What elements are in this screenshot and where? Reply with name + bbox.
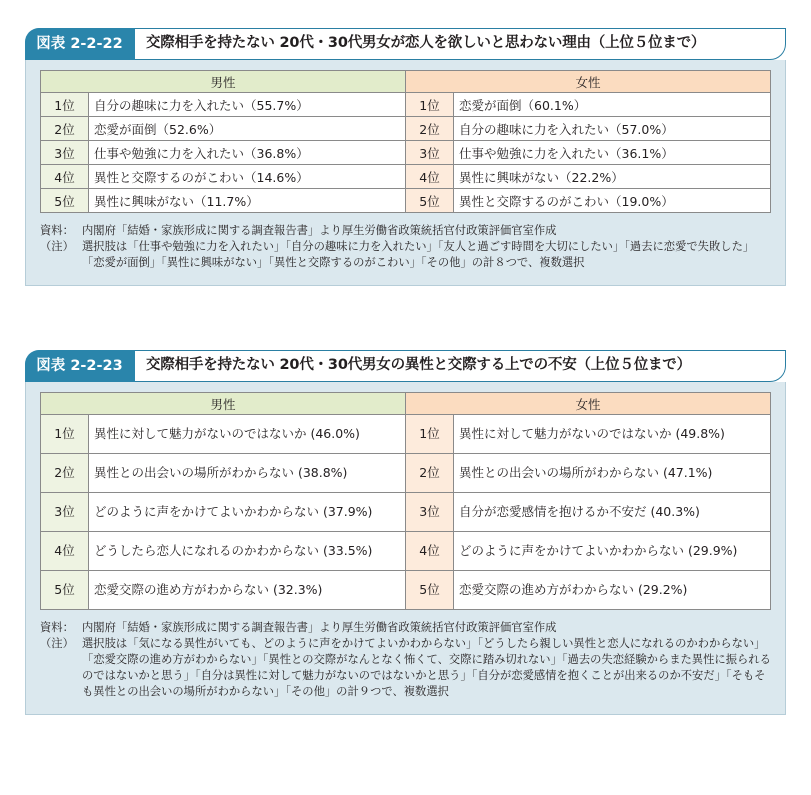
female-rank: 4位 xyxy=(406,165,454,189)
female-reason: 仕事や勉強に力を入れたい（36.1%） xyxy=(454,141,771,165)
figure-title-bar xyxy=(25,28,786,60)
table-row xyxy=(41,532,771,571)
male-concern: 異性との出会いの場所がわからない (38.8%) xyxy=(89,454,406,493)
female-rank: 5位 xyxy=(406,571,454,610)
female-rank: 5位 xyxy=(406,189,454,213)
note-text: 選択肢は「仕事や勉強に力を入れたい」「自分の趣味に力を入れたい」「友人と過ごす時間を大切にしたい」「過去に恋愛で失敗した」「恋愛が面倒」「異性に興味がない」「異性と交際するのがこわい」「その他」の計８つで、複数選択 xyxy=(82,240,755,269)
female-rank: 1位 xyxy=(406,93,454,117)
figure-title-bar xyxy=(25,350,786,382)
figure-label: 図表 2-2-22 xyxy=(25,28,135,60)
table-row xyxy=(41,165,771,189)
male-rank: 5位 xyxy=(41,189,89,213)
figure-2-2-22 xyxy=(25,28,786,286)
table-row xyxy=(41,117,771,141)
figure-panel xyxy=(25,60,786,286)
source-label: 資料： xyxy=(40,224,74,237)
female-reason: 異性に興味がない（22.2%） xyxy=(454,165,771,189)
male-reason: 仕事や勉強に力を入れたい（36.8%） xyxy=(89,141,406,165)
male-rank: 3位 xyxy=(41,493,89,532)
male-reason: 自分の趣味に力を入れたい（55.7%） xyxy=(89,93,406,117)
ranking-table xyxy=(40,70,771,213)
male-reason: 異性に興味がない（11.7%） xyxy=(89,189,406,213)
female-rank: 2位 xyxy=(406,454,454,493)
ranking-table xyxy=(40,392,771,610)
figure-2-2-23 xyxy=(25,350,786,715)
table-row xyxy=(41,493,771,532)
female-concern: 異性に対して魅力がないのではないか (49.8%) xyxy=(454,415,771,454)
male-header: 男性 xyxy=(41,393,406,415)
figure-title: 交際相手を持たない 20代・30代男女が恋人を欲しいと思わない理由（上位５位まで） xyxy=(146,35,706,51)
male-concern: どうしたら恋人になれるのかわからない (33.5%) xyxy=(89,532,406,571)
male-rank: 3位 xyxy=(41,141,89,165)
figure-title: 交際相手を持たない 20代・30代男女の異性と交際する上での不安（上位５位まで） xyxy=(146,357,691,373)
female-concern: どのように声をかけてよいかわからない (29.9%) xyxy=(454,532,771,571)
female-rank: 3位 xyxy=(406,493,454,532)
source-label: 資料： xyxy=(40,621,74,634)
female-header: 女性 xyxy=(406,71,771,93)
male-rank: 1位 xyxy=(41,415,89,454)
female-rank: 4位 xyxy=(406,532,454,571)
table-row xyxy=(41,93,771,117)
female-rank: 2位 xyxy=(406,117,454,141)
male-reason: 恋愛が面倒（52.6%） xyxy=(89,117,406,141)
male-rank: 4位 xyxy=(41,165,89,189)
female-concern: 恋愛交際の進め方がわからない (29.2%) xyxy=(454,571,771,610)
male-concern: どのように声をかけてよいかわからない (37.9%) xyxy=(89,493,406,532)
female-header: 女性 xyxy=(406,393,771,415)
source-text: 内閣府「結婚・家族形成に関する調査報告書」より厚生労働省政策統括官付政策評価官室作成 xyxy=(82,224,557,237)
male-rank: 5位 xyxy=(41,571,89,610)
table-row xyxy=(41,189,771,213)
table-row xyxy=(41,141,771,165)
source-text: 内閣府「結婚・家族形成に関する調査報告書」より厚生労働省政策統括官付政策評価官室作成 xyxy=(82,621,557,634)
male-header: 男性 xyxy=(41,71,406,93)
female-concern: 自分が恋愛感情を抱けるか不安だ (40.3%) xyxy=(454,493,771,532)
female-rank: 3位 xyxy=(406,141,454,165)
figure-label: 図表 2-2-23 xyxy=(25,350,135,382)
table-row xyxy=(41,454,771,493)
male-rank: 2位 xyxy=(41,454,89,493)
note-label: （注） xyxy=(40,637,74,650)
female-rank: 1位 xyxy=(406,415,454,454)
figure-panel xyxy=(25,382,786,715)
note-label: （注） xyxy=(40,240,74,253)
male-rank: 1位 xyxy=(41,93,89,117)
female-reason: 自分の趣味に力を入れたい（57.0%） xyxy=(454,117,771,141)
table-row xyxy=(41,415,771,454)
male-rank: 2位 xyxy=(41,117,89,141)
male-reason: 異性と交際するのがこわい（14.6%） xyxy=(89,165,406,189)
figure-notes xyxy=(40,620,771,700)
female-reason: 異性と交際するのがこわい（19.0%） xyxy=(454,189,771,213)
note-text: 選択肢は「気になる異性がいても、どのように声をかけてよいかわからない」「どうしたら親しい異性と恋人になれるのかわからない」「恋愛交際の進め方がわからない」「異性との交際がなんとなく怖くて、交際に踏み切れない」「過去の失恋経験からまた異性に振られるのではないかと思う」「自分は異性に対して魅力がないのではないかと思う」「自分が恋愛感情を抱くことが出来るのか不安だ」「そもそも異性との出会いの場所がわからない」「その他」の計９つで、複数選択 xyxy=(82,637,771,698)
figure-notes xyxy=(40,223,771,271)
table-row xyxy=(41,571,771,610)
table-header-row xyxy=(41,71,771,93)
male-concern: 異性に対して魅力がないのではないか (46.0%) xyxy=(89,415,406,454)
male-concern: 恋愛交際の進め方がわからない (32.3%) xyxy=(89,571,406,610)
male-rank: 4位 xyxy=(41,532,89,571)
female-reason: 恋愛が面倒（60.1%） xyxy=(454,93,771,117)
female-concern: 異性との出会いの場所がわからない (47.1%) xyxy=(454,454,771,493)
table-header-row xyxy=(41,393,771,415)
